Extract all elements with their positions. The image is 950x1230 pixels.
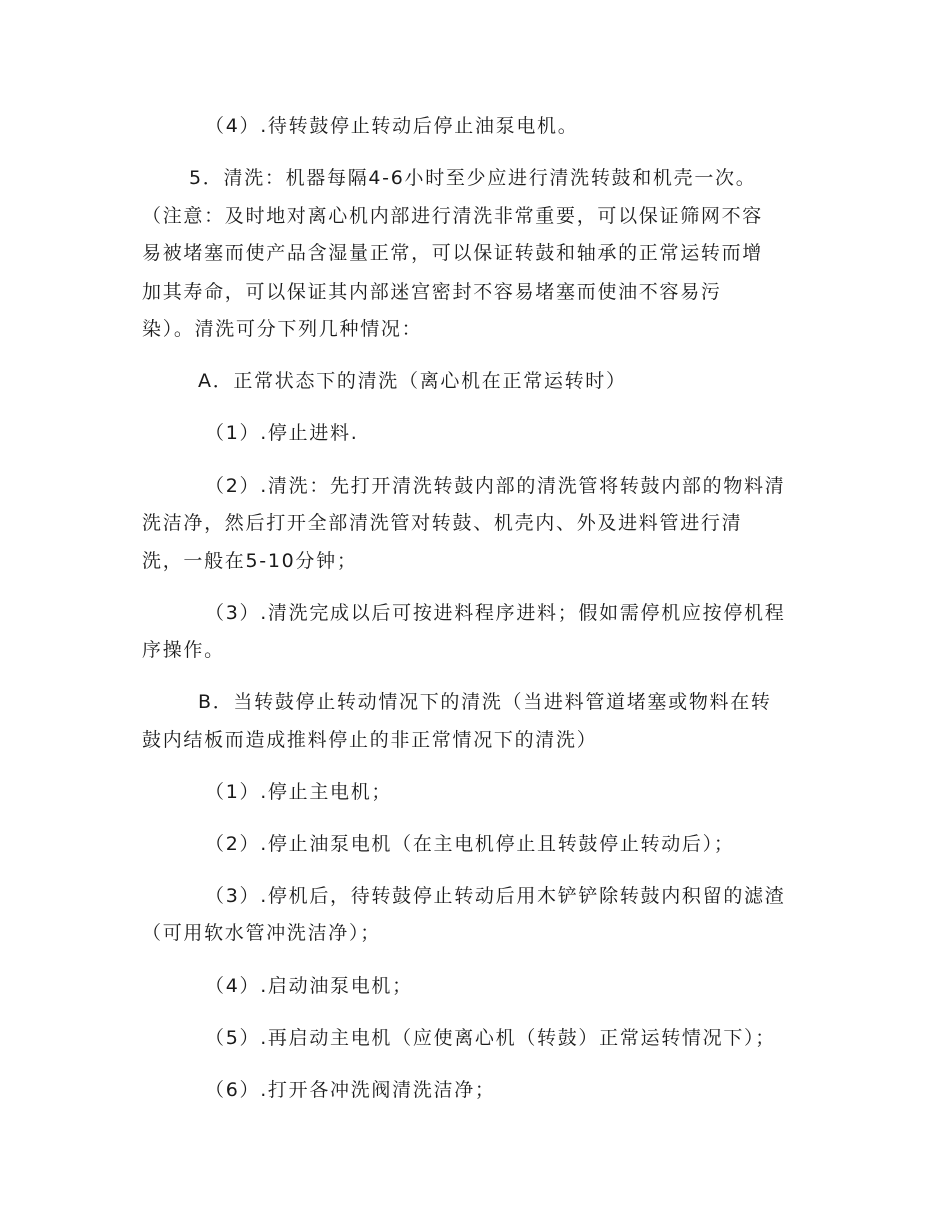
subsection-heading: A．正常状态下的清洗（离心机在正常运转时） — [198, 370, 627, 392]
subsection-heading: B．当转鼓停止转动情况下的清洗（当进料管道堵塞或物料在转 — [198, 691, 772, 713]
text-line: （1）.停止进料. — [205, 422, 359, 444]
text-line: 鼓内结板而造成推料停止的非正常情况下的清洗） — [142, 729, 598, 751]
text-line: （5）.再启动主电机（应使离心机（转鼓）正常运转情况下）； — [205, 1027, 776, 1049]
text-line: （4）.待转鼓停止转动后停止油泵电机。 — [205, 115, 579, 137]
text-line: （3）.停机后，待转鼓停止转动后用木铲铲除转鼓内积留的滤渣 — [205, 885, 786, 907]
text-line: 加其寿命，可以保证其内部迷宫密封不容易堵塞而使油不容易污 — [142, 281, 722, 303]
text-line: （4）.启动油泵电机； — [205, 975, 413, 997]
text-line: （1）.停止主电机； — [205, 781, 393, 803]
text-line: 洗洁净，然后打开全部清洗管对转鼓、机壳内、外及进料管进行清 — [142, 512, 743, 534]
text-line: （3）.清洗完成以后可按进料程序进料；假如需停机应按停机程 — [205, 602, 786, 624]
section-heading: 5．清洗：机器每隔4-6小时至少应进行清洗转鼓和机壳一次。 — [189, 167, 757, 189]
text-line: 洗，一般在5-10分钟； — [142, 550, 358, 572]
text-line: 序操作。 — [142, 639, 225, 661]
text-line: （6）.打开各冲洗阀清洗洁净； — [205, 1079, 496, 1101]
text-line: （2）.清洗：先打开清洗转鼓内部的清洗管将转鼓内部的物料清 — [205, 475, 786, 497]
text-line: （2）.停止油泵电机（在主电机停止且转鼓停止转动后）； — [205, 833, 735, 855]
text-line: （可用软水管冲洗洁净）； — [142, 922, 381, 944]
text-line: 易被堵塞而使产品含湿量正常，可以保证转鼓和轴承的正常运转而增 — [142, 242, 764, 264]
text-line: 染）。清洗可分下列几种情况： — [142, 318, 423, 340]
text-line: （注意：及时地对离心机内部进行清洗非常重要，可以保证筛网不容 — [142, 205, 764, 227]
